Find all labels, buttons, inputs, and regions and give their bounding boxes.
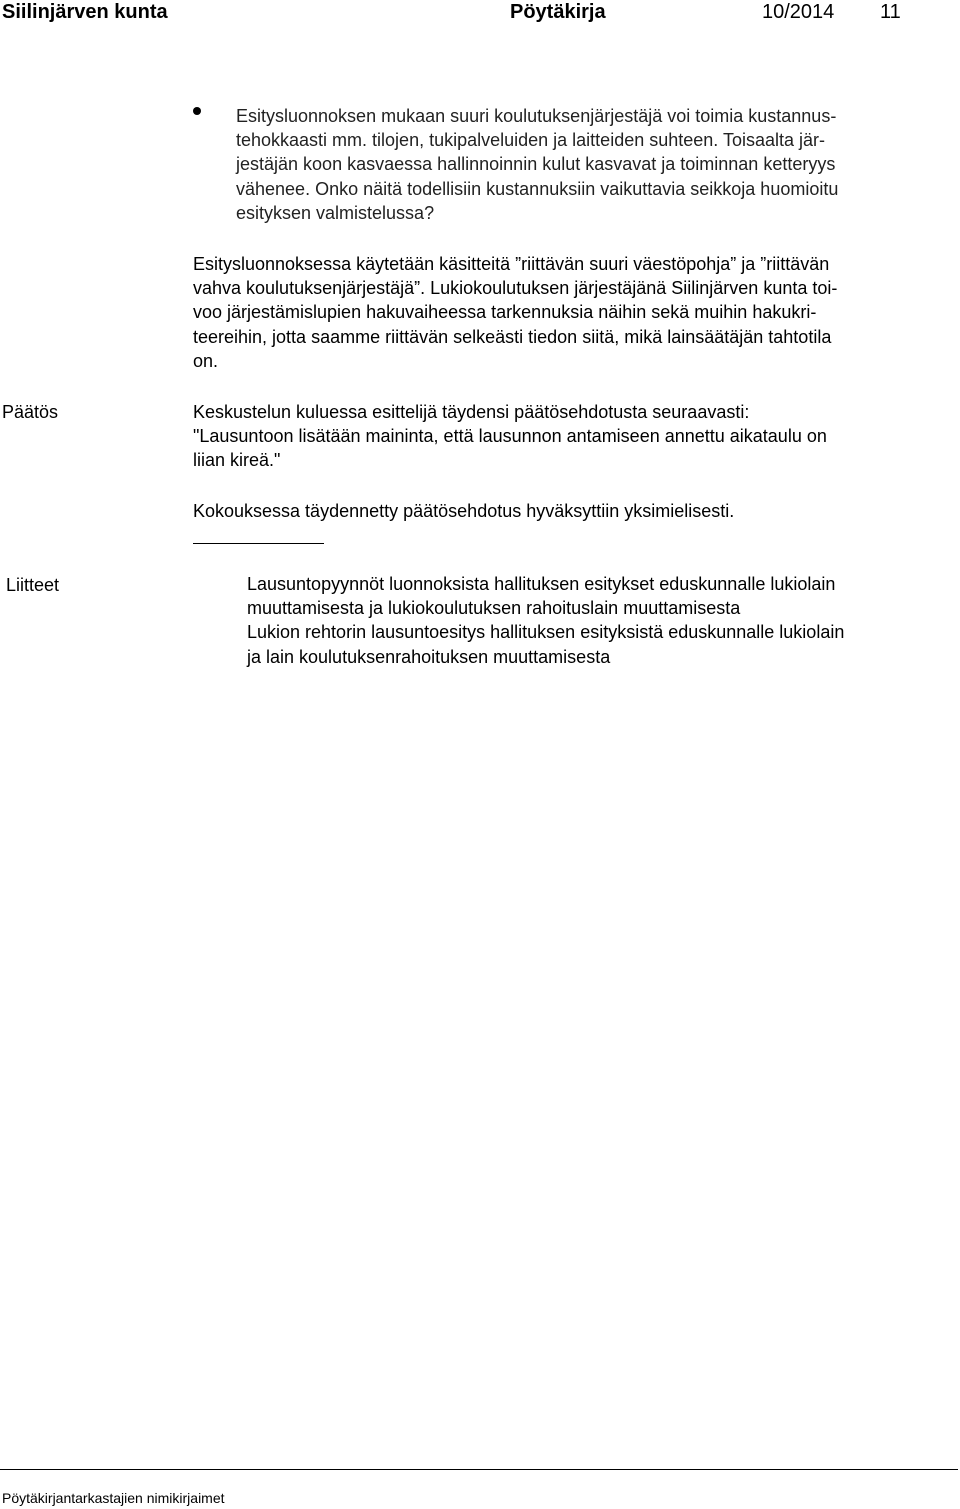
text-line: tehokkaasti mm. tilojen, tukipalveluiden ja laitteiden suhteen. Toisaalta jär- [236,130,825,151]
bullet-paragraph [236,104,838,225]
text-line: Kokouksessa täydennetty päätösehdotus hyväksyttiin yksimielisesti. [193,501,735,521]
esitys-paragraph [193,252,837,373]
document-type: Pöytäkirja [510,1,606,23]
text-line: vahva koulutuksenjärjestäjä”. Lukiokoulutuksen järjestäjänä Siilinjärven kunta toi- [193,278,838,299]
attachments-label: Liitteet [6,575,60,595]
text-line: ja lain koulutuksenrahoituksen muuttamisesta [247,646,611,667]
text-line: liian kireä." [193,450,281,471]
text-line: Lausuntopyynnöt luonnoksista hallituksen esitykset eduskunnalle lukiolain [247,574,836,594]
organization-name: Siilinjärven kunta [2,1,168,23]
text-line: muuttamisesta ja lukiokoulutuksen rahoituslain muuttamisesta [247,598,741,619]
text-line: voo järjestämislupien hakuvaiheessa tarkennuksia näihin sekä muihin hakukri- [193,302,817,323]
text-line: Esitysluonnoksessa käytetään käsitteitä ”riittävän suuri väestöpohja” ja ”riittävän [193,254,830,274]
attachments-list [247,572,844,669]
text-line: Lukion rehtorin lausuntoesitys hallituksen esityksistä eduskunnalle lukiolain [247,622,845,643]
decision-paragraph [193,400,827,473]
text-line: esityksen valmistelussa? [236,202,435,223]
page-number: 11 [880,1,901,23]
text-line: vähenee. Onko näitä todellisiin kustannuksiin vaikuttavia seikkoja huomioitu [236,178,839,199]
meeting-number: 10/2014 [762,1,835,23]
text-line: teereihin, jotta saamme riittävän selkeästi tiedon siitä, mikä lainsäätäjän tahtotila [193,326,832,347]
section-divider [193,543,324,544]
text-line: on. [193,350,219,371]
bullet-dot-icon [193,107,201,115]
text-line: Esitysluonnoksen mukaan suuri koulutuksenjärjestäjä voi toimia kustannus- [236,106,837,126]
decision-final-line [193,499,734,523]
footer-divider [0,1469,958,1470]
text-line: jestäjän koon kasvaessa hallinnoinnin kulut kasvavat ja toiminnan ketteryys [236,154,836,175]
footer-text: Pöytäkirjantarkastajien nimikirjaimet [2,1490,225,1506]
text-line: "Lausuntoon lisätään maininta, että lausunnon antamiseen annettu aikataulu on [193,426,827,447]
text-line: Keskustelun kuluessa esittelijä täydensi päätösehdotusta seuraavasti: [193,402,750,422]
decision-label: Päätös [2,402,59,422]
